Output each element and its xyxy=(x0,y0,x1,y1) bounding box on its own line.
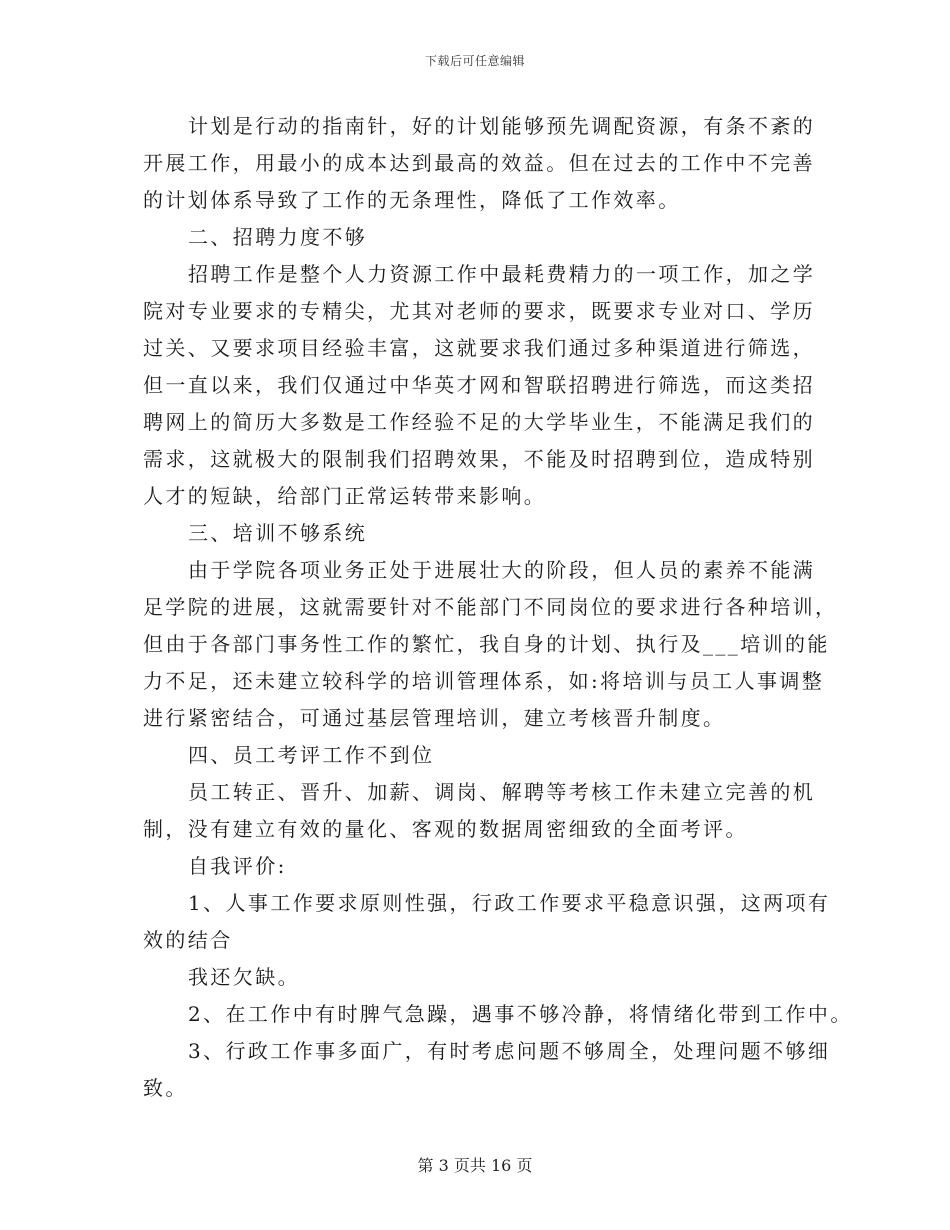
text-line: 3、行政工作事多面广，有时考虑问题不够周全，处理问题不够细 xyxy=(188,1039,831,1063)
text-line: 2、在工作中有时脾气急躁，遇事不够冷静，将情绪化带到工作中。 xyxy=(188,1002,853,1026)
text-line: 聘网上的简历大多数是工作经验不足的大学毕业生，不能满足我们的 xyxy=(143,410,815,434)
page-footer: 第 3 页共 16 页 xyxy=(417,1156,533,1175)
text-line: 进行紧密结合，可通过基层管理培训，建立考核晋升制度。 xyxy=(143,706,726,730)
text-line: 我还欠缺。 xyxy=(188,965,300,989)
text-line: 员工转正、晋升、加薪、调岗、解聘等考核工作未建立完善的机 xyxy=(188,780,816,804)
text-line: 计划是行动的指南针，好的计划能够预先调配资源，有条不紊的 xyxy=(188,114,816,138)
text-line: 招聘工作是整个人力资源工作中最耗费精力的一项工作，加之学 xyxy=(188,262,816,286)
text-line: 过关、又要求项目经验丰富，这就要求我们通过多种渠道进行筛选， xyxy=(143,336,815,360)
page-header: 下载后可任意编辑 xyxy=(424,54,525,68)
text-line: 效的结合 xyxy=(143,928,233,952)
text-line: 三、培训不够系统 xyxy=(188,521,368,545)
text-line: 开展工作，用最小的成本达到最高的效益。但在过去的工作中不完善 xyxy=(143,151,815,175)
text-line: 自我评价: xyxy=(188,854,287,878)
text-line: 制，没有建立有效的量化、客观的数据周密细致的全面考评。 xyxy=(143,817,748,841)
text-line: 但一直以来，我们仅通过中华英才网和智联招聘进行筛选，而这类招 xyxy=(143,373,815,397)
text-line: 二、招聘力度不够 xyxy=(188,225,368,249)
text-line: 人才的短缺，给部门正常运转带来影响。 xyxy=(143,484,547,508)
text-line: 院对专业要求的专精尖，尤其对老师的要求，既要求专业对口、学历 xyxy=(143,299,815,323)
text-line: 致。 xyxy=(143,1076,188,1100)
text-line: 1、人事工作要求原则性强，行政工作要求平稳意识强，这两项有 xyxy=(188,891,831,915)
text-line: 由于学院各项业务正处于进展壮大的阶段，但人员的素养不能满 xyxy=(188,558,816,582)
document-body xyxy=(143,108,853,1107)
text-line: 足学院的进展，这就需要针对不能部门不同岗位的要求进行各种培训， xyxy=(143,595,838,619)
text-line: 的计划体系导致了工作的无条理性，降低了工作效率。 xyxy=(143,188,681,212)
text-line: 但由于各部门事务性工作的繁忙，我自身的计划、执行及___培训的能 xyxy=(143,632,830,656)
text-line: 四、员工考评工作不到位 xyxy=(188,743,435,767)
text-line: 力不足，还未建立较科学的培训管理体系，如:将培训与员工人事调整 xyxy=(143,669,825,693)
text-line: 需求，这就极大的限制我们招聘效果，不能及时招聘到位，造成特别 xyxy=(143,447,815,471)
